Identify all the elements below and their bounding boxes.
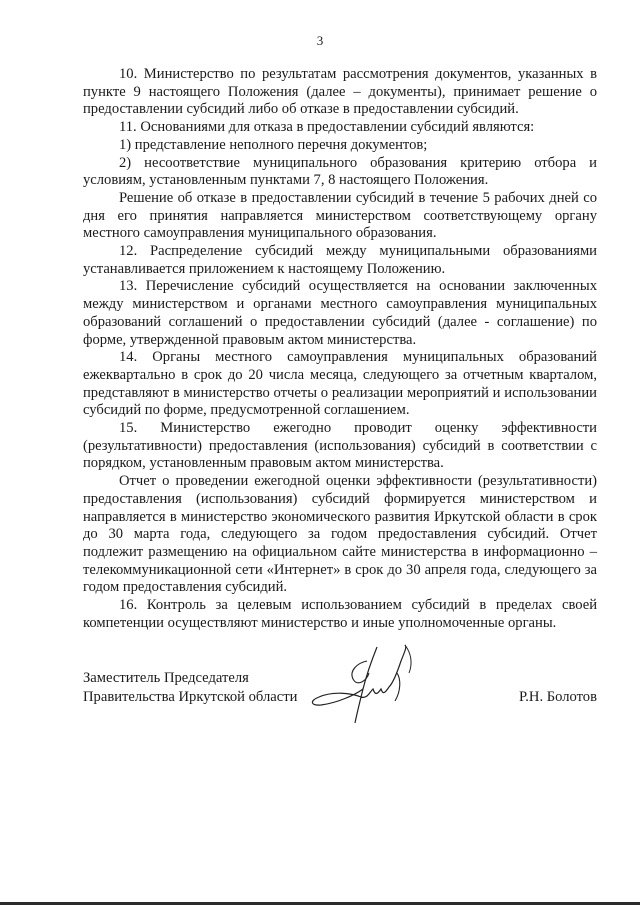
signer-name: Р.Н. Болотов: [518, 689, 597, 705]
paragraph-11: 11. Основаниями для отказа в предоставлении субсидий являются:: [119, 119, 535, 136]
paragraph-11-item-2: 2) несоответствие муниципального образования критерию отбора и условиям, установленным пунктами 7, 8 настоящего Положения.: [83, 154, 597, 189]
signer-position-line-2: Правительства Иркутской области: [83, 689, 298, 705]
page-number: 3: [316, 33, 324, 48]
paragraph-10: 10. Министерство по результатам рассмотрения документов, указанных в пункте 9 настоящего Положения (далее – документы), принимает решение о предоставлении субсидий либо об отказе в предоставлении субсидий.: [83, 66, 597, 118]
paragraph-16: 16. Контроль за целевым использованием субсидий в пределах своей компетенции осуществляют министерство и иные уполномоченные органы.: [83, 597, 597, 631]
signature-block: [83, 669, 597, 707]
paragraph-refusal: Решение об отказе в предоставлении субсидий в течение 5 рабочих дней со дня его принятия направляется министерством соответствующему органу местного самоуправления муниципального образования.: [83, 189, 597, 242]
paragraph-12: 12. Распределение субсидий между муниципальными образованиями устанавливается приложением к настоящему Положению.: [83, 243, 597, 277]
paragraph-11-item-1: 1) представление неполного перечня документов;: [119, 136, 428, 153]
handwritten-signature: [309, 643, 429, 743]
document-body: [83, 66, 597, 633]
paragraph-14: 14. Органы местного самоуправления муниципальных образований ежеквартально в срок до 20 числа месяца, следующего за отчетным кварталом, представляют в министерство отчеты о реализации мероприятий и использовании субсидий по форме, предусмотренной соглашением.: [83, 349, 597, 419]
paragraph-13: 13. Перечисление субсидий осуществляется на основании заключенных между министерством и органами местного самоуправления муниципальных образований соглашений о предоставлении субсидий (далее - соглашение) по форме, утвержденной правовым актом министерства.: [83, 278, 597, 348]
signer-position-line-1: Заместитель Председателя: [83, 670, 249, 686]
paragraph-15: 15. Министерство ежегодно проводит оценку эффективности (результативности) предоставления (использования) субсидий в соответствии с порядком, установленным правовым актом министерства.: [83, 420, 597, 472]
paragraph-report: Отчет о проведении ежегодной оценки эффективности (результативности) предоставления (использования) субсидий формируется министерством и направляется в министерство экономического развития Иркутской области в срок до 30 марта года, следующего за годом предоставления субсидий. Отчет подлежит размещению на официальном сайте министерства в информационно – телекоммуникационной сети «Интернет» в срок до 30 апреля года, следующего за годом предоставления субсидий.: [83, 473, 597, 596]
